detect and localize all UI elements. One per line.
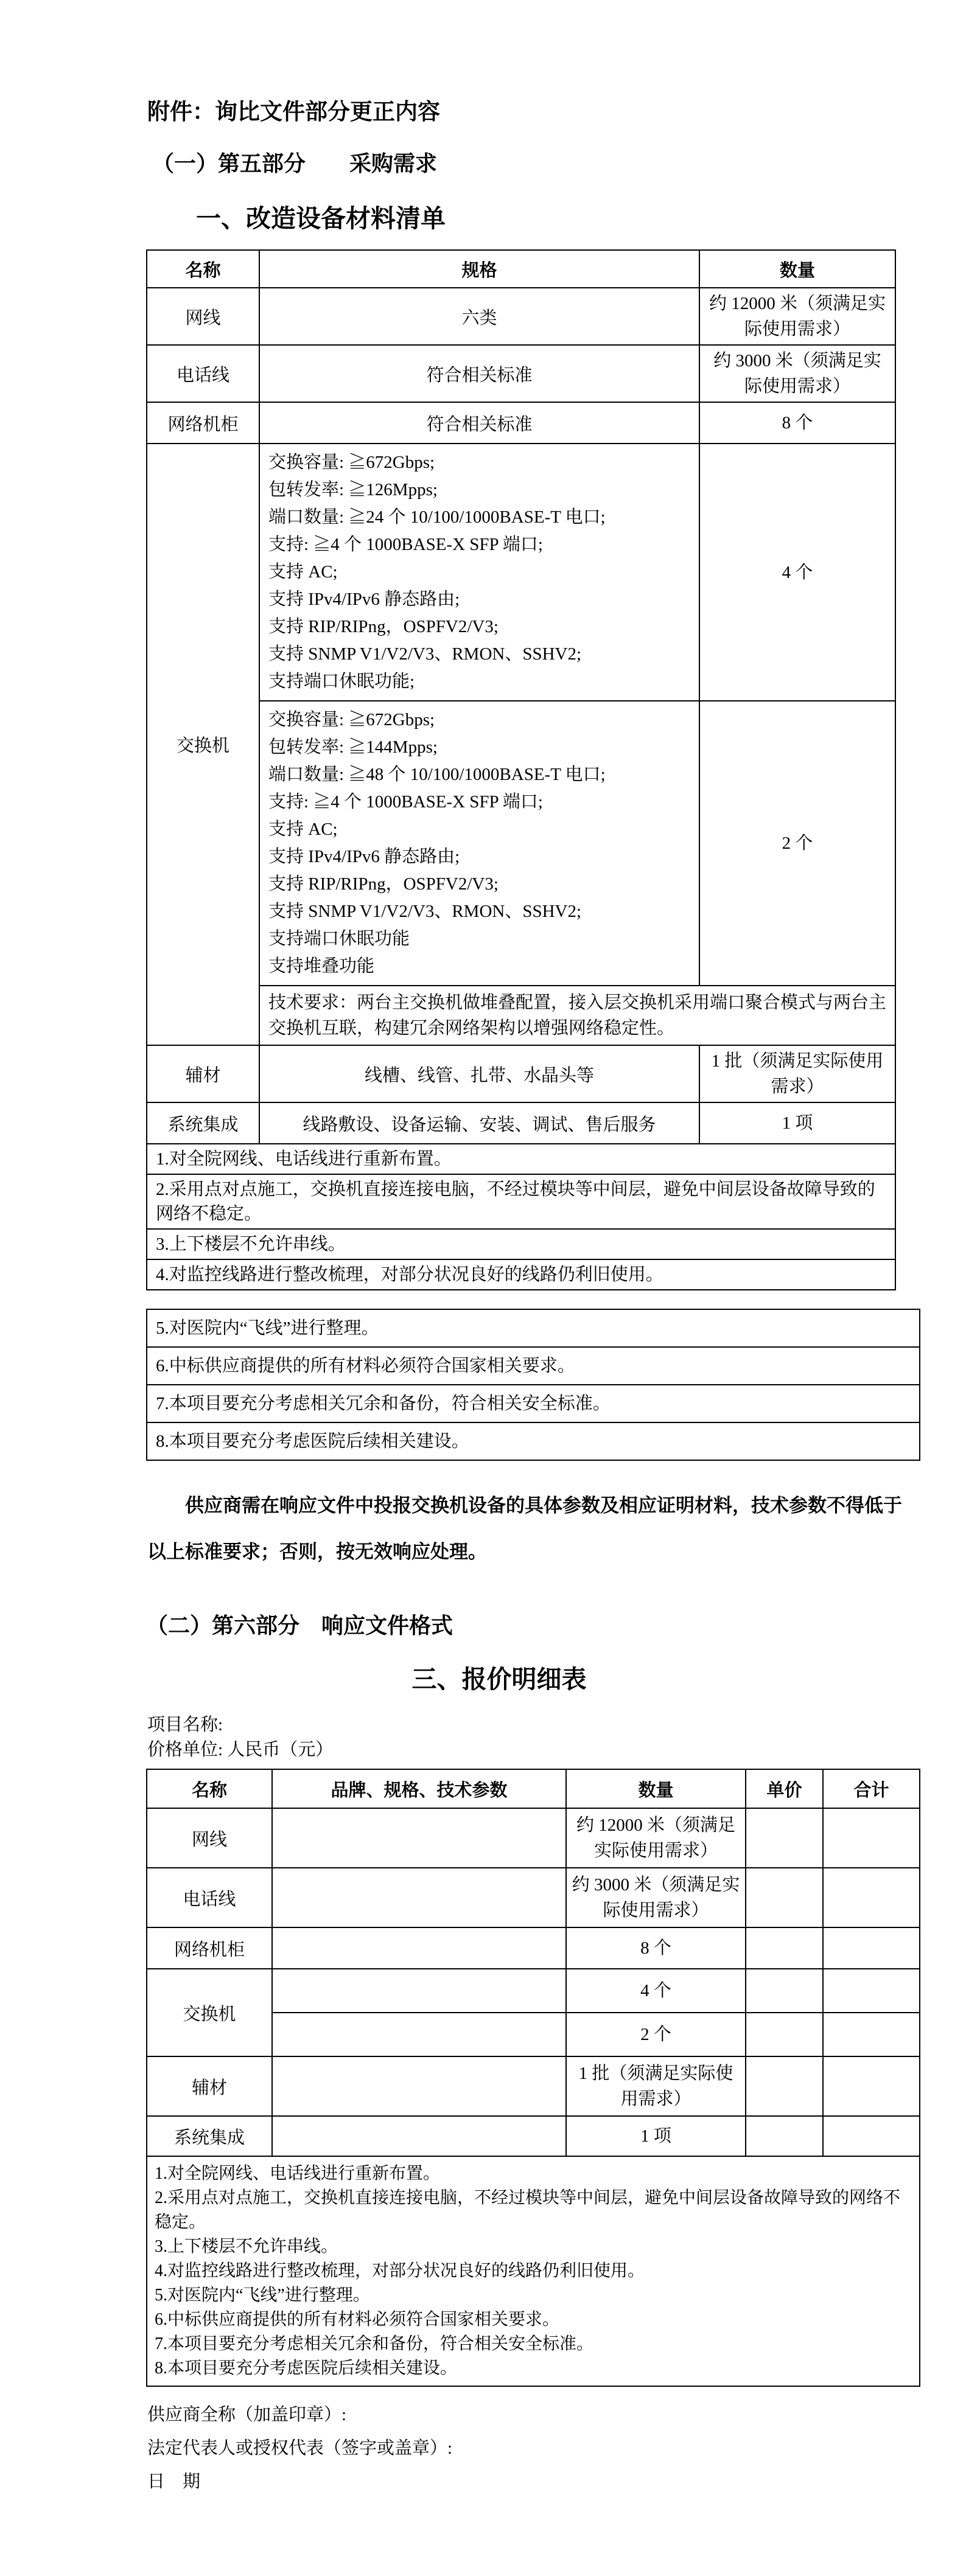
cell-brand-empty — [272, 1927, 566, 1969]
spec-line: 支持: ≧4 个 1000BASE-X SFP 端口; — [268, 792, 543, 812]
spec-line: 包转发率: ≧144Mpps; — [268, 737, 438, 757]
cell-name: 网络机柜 — [147, 1927, 272, 1969]
cell-name: 网络机柜 — [147, 402, 259, 444]
cell-unit-price-empty — [746, 2116, 823, 2156]
legal-representative-line: 法定代表人或授权代表（签字或盖章）: — [147, 2438, 453, 2458]
cell-name-switch: 交换机 — [147, 1969, 272, 2056]
cell-name-switch: 交换机 — [147, 444, 259, 1045]
quote-notes-cell — [147, 2156, 920, 2386]
spec-line: 支持 RIP/RIPng，OSPFV2/V3; — [268, 874, 499, 894]
cell-brand-empty — [272, 2116, 566, 2156]
price-unit-label: 价格单位: 人民币（元） — [147, 1740, 334, 1760]
cell-name: 系统集成 — [147, 2116, 272, 2156]
cell-unit-price-empty — [746, 1927, 823, 1969]
cell-name: 电话线 — [147, 1868, 272, 1927]
table-row-note-7 — [147, 1385, 920, 1422]
note-text: 2.采用点对点施工，交换机直接连接电脑，不经过模块等中间层，避免中间层设备故障导致的网络不稳定。 — [155, 2188, 901, 2232]
quote-table-header-row — [147, 1769, 920, 1808]
spec-line: 交换容量: ≧672Gbps; — [268, 710, 435, 729]
cell-brand-empty — [272, 2013, 566, 2056]
cell-name: 辅材 — [147, 1045, 259, 1102]
project-name-label: 项目名称: — [147, 1715, 223, 1735]
cell-name: 系统集成 — [147, 1102, 259, 1144]
cell-unit-price-empty — [746, 1808, 823, 1868]
table-row-phone-line — [147, 345, 895, 402]
quote-header-total: 合计 — [823, 1769, 920, 1808]
cell-unit-price-empty — [746, 1868, 823, 1927]
note-text: 1.对全院网线、电话线进行重新布置。 — [155, 2164, 441, 2183]
cell-spec: 线路敷设、设备运输、安装、调试、售后服务 — [259, 1102, 699, 1144]
table-row-auxiliary-materials — [147, 1045, 895, 1102]
table-row-note-6 — [147, 1347, 920, 1385]
cell-qty: 1 批（须满足实际使用需求） — [699, 1045, 895, 1102]
cell-switch-spec-block1 — [259, 444, 699, 701]
note-text: 1.对全院网线、电话线进行重新布置。 — [147, 1144, 895, 1174]
cell-qty: 1 项 — [699, 1102, 895, 1144]
cell-spec: 线槽、线管、扎带、水晶头等 — [259, 1045, 699, 1102]
quote-header-brand-spec: 品牌、规格、技术参数 — [272, 1769, 566, 1808]
cell-qty: 约 3000 米（须满足实际使用需求） — [566, 1868, 746, 1927]
quote-row-auxiliary-materials — [147, 2056, 920, 2116]
note-text: 8.本项目要充分考虑医院后续相关建设。 — [147, 1422, 920, 1460]
cell-brand-empty — [272, 1808, 566, 1868]
cell-tech-note: 技术要求：两台主交换机做堆叠配置，接入层交换机采用端口聚合模式与两台主交换机互联，构建冗余网络架构以增强网络稳定性。 — [259, 986, 895, 1045]
quote-header-unit-price: 单价 — [746, 1769, 823, 1808]
table-row-wire — [147, 288, 895, 345]
spec-line: 端口数量: ≧24 个 10/100/1000BASE-T 电口; — [268, 507, 606, 527]
cell-total-empty — [823, 1969, 920, 2013]
spec-line: 支持 AC; — [268, 562, 338, 582]
table-row-network-cabinet — [147, 402, 895, 444]
table-row-system-integration — [147, 1102, 895, 1144]
cell-total-empty — [823, 2056, 920, 2116]
cell-unit-price-empty — [746, 2056, 823, 2116]
materials-header-spec: 规格 — [259, 250, 699, 288]
cell-total-empty — [823, 1868, 920, 1927]
spec-line: 支持堆叠功能 — [268, 956, 375, 976]
table-row-note-4 — [147, 1259, 895, 1290]
cell-unit-price-empty — [746, 2013, 823, 2056]
cell-unit-price-empty — [746, 1969, 823, 2013]
table-row-switch-block1 — [147, 444, 895, 701]
quote-table — [146, 1769, 920, 2387]
cell-brand-empty — [272, 2056, 566, 2116]
table-row-note-3 — [147, 1229, 895, 1259]
quote-row-network-cabinet — [147, 1927, 920, 1969]
note-text: 5.对医院内“飞线”进行整理。 — [155, 2286, 370, 2305]
attachment-title: 附件：询比文件部分更正内容 — [147, 100, 440, 125]
cell-spec: 符合相关标准 — [259, 345, 699, 402]
cell-qty: 4 个 — [566, 1969, 746, 2013]
cell-qty: 2 个 — [699, 701, 895, 986]
materials-notes-table — [146, 1309, 920, 1461]
supplier-requirement-note: 供应商需在响应文件中投报交换机设备的具体参数及相应证明材料，技术参数不得低于以上标准要求；否则，按无效响应处理。 — [147, 1495, 902, 1562]
cell-total-empty — [823, 1808, 920, 1868]
cell-qty: 2 个 — [566, 2013, 746, 2056]
materials-header-name: 名称 — [147, 250, 259, 288]
quote-header-name: 名称 — [147, 1769, 272, 1808]
cell-switch-spec-block2 — [259, 701, 699, 986]
quote-header-qty: 数量 — [566, 1769, 746, 1808]
cell-name: 电话线 — [147, 345, 259, 402]
spec-line: 支持 IPv4/IPv6 静态路由; — [268, 590, 460, 609]
cell-name: 网线 — [147, 288, 259, 345]
note-text: 4.对监控线路进行整改梳理，对部分状况良好的线路仍利旧使用。 — [147, 1259, 895, 1290]
quote-row-wire — [147, 1808, 920, 1868]
note-text: 4.对监控线路进行整改梳理，对部分状况良好的线路仍利旧使用。 — [155, 2261, 645, 2280]
cell-spec: 六类 — [259, 288, 699, 345]
materials-list-title: 一、改造设备材料清单 — [196, 204, 446, 232]
note-text: 7.本项目要充分考虑相关冗余和备份，符合相关安全标准。 — [155, 2334, 594, 2353]
note-text: 3.上下楼层不允许串线。 — [155, 2237, 338, 2256]
cell-total-empty — [823, 2013, 920, 2056]
cell-spec: 符合相关标准 — [259, 402, 699, 444]
spec-line: 支持 SNMP V1/V2/V3、RMON、SSHV2; — [268, 902, 582, 921]
spec-line: 支持端口休眠功能; — [268, 672, 415, 691]
cell-name: 辅材 — [147, 2056, 272, 2116]
cell-qty: 约 12000 米（须满足实际使用需求） — [699, 288, 895, 345]
note-text: 5.对医院内“飞线”进行整理。 — [147, 1309, 920, 1347]
table-row-switch-block2 — [147, 701, 895, 986]
table-row-note-2 — [147, 1174, 895, 1229]
date-line: 日 期 — [147, 2472, 201, 2491]
part6-heading: （二）第六部分 响应文件格式 — [146, 1613, 453, 1638]
supplier-name-line: 供应商全称（加盖印章）: — [147, 2405, 347, 2425]
cell-total-empty — [823, 1927, 920, 1969]
quote-row-notes — [147, 2156, 920, 2386]
note-text: 6.中标供应商提供的所有材料必须符合国家相关要求。 — [147, 1347, 920, 1385]
note-text: 3.上下楼层不允许串线。 — [147, 1229, 895, 1259]
spec-line: 包转发率: ≧126Mpps; — [268, 480, 438, 500]
cell-brand-empty — [272, 1969, 566, 2013]
note-text: 8.本项目要充分考虑医院后续相关建设。 — [155, 2359, 458, 2378]
cell-qty: 1 项 — [566, 2116, 746, 2156]
cell-qty: 1 批（须满足实际使用需求） — [566, 2056, 746, 2116]
quote-row-phone-line — [147, 1868, 920, 1927]
cell-qty: 约 12000 米（须满足实际使用需求） — [566, 1808, 746, 1868]
quote-table-title: 三、报价明细表 — [411, 1665, 587, 1693]
table-row-note-1 — [147, 1144, 895, 1174]
materials-table — [146, 249, 896, 1290]
spec-line: 支持 SNMP V1/V2/V3、RMON、SSHV2; — [268, 644, 582, 664]
table-row-note-5 — [147, 1309, 920, 1347]
table-row-note-8 — [147, 1422, 920, 1460]
cell-name: 网线 — [147, 1808, 272, 1868]
cell-brand-empty — [272, 1868, 566, 1927]
cell-qty: 8 个 — [699, 402, 895, 444]
quote-row-system-integration — [147, 2116, 920, 2156]
spec-line: 支持 AC; — [268, 820, 338, 839]
spec-line: 交换容量: ≧672Gbps; — [268, 453, 435, 472]
cell-qty: 4 个 — [699, 444, 895, 701]
spec-line: 支持端口休眠功能 — [268, 929, 410, 949]
signature-footer — [147, 2403, 919, 2494]
spec-line: 支持 RIP/RIPng，OSPFV2/V3; — [268, 617, 499, 636]
quote-row-switch-1 — [147, 1969, 920, 2013]
spec-line: 支持 IPv4/IPv6 静态路由; — [268, 847, 460, 866]
cell-qty: 约 3000 米（须满足实际使用需求） — [699, 345, 895, 402]
cell-qty: 8 个 — [566, 1927, 746, 1969]
materials-table-header-row — [147, 250, 895, 288]
spec-line: 端口数量: ≧48 个 10/100/1000BASE-T 电口; — [268, 765, 606, 784]
cell-total-empty — [823, 2116, 920, 2156]
part5-heading: （一）第五部分 采购需求 — [152, 151, 438, 176]
note-text: 7.本项目要充分考虑相关冗余和备份，符合相关安全标准。 — [147, 1385, 920, 1422]
table-row-switch-tech-note — [147, 986, 895, 1045]
materials-header-qty: 数量 — [699, 250, 895, 288]
note-text: 6.中标供应商提供的所有材料必须符合国家相关要求。 — [155, 2310, 560, 2329]
note-text: 2.采用点对点施工，交换机直接连接电脑，不经过模块等中间层，避免中间层设备故障导致的网络不稳定。 — [147, 1174, 895, 1229]
spec-line: 支持: ≧4 个 1000BASE-X SFP 端口; — [268, 535, 543, 554]
